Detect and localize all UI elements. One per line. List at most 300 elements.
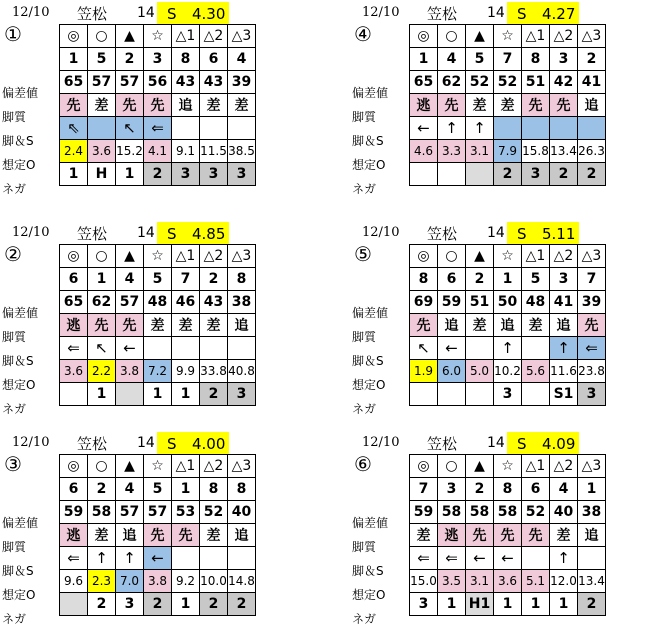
odds-cell: 5.0 — [466, 360, 494, 383]
nega-cell: 3 — [578, 383, 606, 406]
symbols-cell: ○ — [88, 25, 116, 48]
odds-cell: 23.8 — [578, 360, 606, 383]
nega-row — [60, 593, 256, 616]
card-number: ⑥ — [354, 452, 372, 476]
odds-cell: 3.8 — [116, 360, 144, 383]
style-cell: 先 — [522, 94, 550, 117]
odds-cell: 4.6 — [410, 140, 438, 163]
nega-cell — [410, 383, 438, 406]
dev-cell: 62 — [88, 291, 116, 314]
symbols-cell: ▲ — [116, 245, 144, 268]
horses-cell: 5 — [88, 48, 116, 71]
symbols-cell: ☆ — [494, 25, 522, 48]
style-cell: 差 — [466, 94, 494, 117]
race-card-3 — [2, 222, 302, 422]
style-cell: 先 — [494, 524, 522, 547]
horse-number-row — [410, 478, 606, 501]
prediction-table — [409, 24, 606, 186]
row-label: 脚＆S — [352, 134, 384, 148]
symbols-cell: ○ — [88, 245, 116, 268]
odds-cell: 15.2 — [116, 140, 144, 163]
style-cell: 差 — [200, 94, 228, 117]
style-row — [60, 524, 256, 547]
arrow-row — [60, 117, 256, 140]
arrows-cell — [228, 337, 256, 360]
odds-row — [60, 360, 256, 383]
arrows-cell: ← — [144, 547, 172, 570]
venue-label: 笠松 — [77, 5, 108, 23]
style-cell: 先 — [144, 524, 172, 547]
arrows-cell — [578, 117, 606, 140]
nega-cell: S1 — [550, 383, 578, 406]
arrows-cell: ← — [466, 547, 494, 570]
dev-cell: 56 — [144, 71, 172, 94]
symbols-cell: ◎ — [410, 245, 438, 268]
horses-cell: 1 — [60, 48, 88, 71]
dev-cell: 48 — [144, 291, 172, 314]
nega-cell: 1 — [116, 163, 144, 186]
race-number: 14 — [487, 435, 505, 451]
odds-cell: 5.1 — [522, 570, 550, 593]
dev-cell: 52 — [466, 71, 494, 94]
symbol-row — [60, 25, 256, 48]
row-label: 偏差値 — [352, 86, 389, 100]
symbols-cell: ○ — [88, 455, 116, 478]
style-cell: 先 — [88, 314, 116, 337]
horses-cell: 4 — [116, 478, 144, 501]
arrows-cell — [494, 117, 522, 140]
nega-cell: 2 — [200, 593, 228, 616]
s-label: S — [167, 5, 177, 23]
prediction-table — [409, 454, 606, 616]
horse-number-row — [410, 48, 606, 71]
row-label: 脚＆S — [2, 564, 34, 578]
row-label: 偏差値 — [2, 306, 39, 320]
horses-cell: 7 — [494, 48, 522, 71]
style-cell: 差 — [88, 524, 116, 547]
style-row — [60, 314, 256, 337]
horses-cell: 1 — [494, 268, 522, 291]
nega-cell — [466, 163, 494, 186]
symbols-cell: ▲ — [116, 455, 144, 478]
style-cell: 差 — [144, 314, 172, 337]
dev-cell: 57 — [144, 501, 172, 524]
symbols-cell: ☆ — [494, 245, 522, 268]
dev-cell: 43 — [172, 71, 200, 94]
nega-cell — [522, 383, 550, 406]
arrows-cell: ← — [410, 117, 438, 140]
arrows-cell: ⇐ — [438, 547, 466, 570]
horses-cell: 8 — [522, 48, 550, 71]
dev-cell: 65 — [60, 291, 88, 314]
s-score-box — [507, 2, 579, 24]
odds-row — [60, 140, 256, 163]
symbols-cell: △3 — [578, 25, 606, 48]
row-label: 脚＆S — [2, 354, 34, 368]
horses-cell: 1 — [410, 48, 438, 71]
date-label: 12/10 — [362, 5, 400, 20]
row-label: 脚質 — [352, 540, 377, 554]
horses-cell: 6 — [438, 268, 466, 291]
row-labels — [2, 81, 60, 201]
style-cell: 差 — [550, 524, 578, 547]
style-cell: 追 — [578, 524, 606, 547]
dev-cell: 62 — [438, 71, 466, 94]
row-label: ネガ — [2, 402, 27, 416]
arrows-cell — [550, 117, 578, 140]
symbols-cell: ▲ — [116, 25, 144, 48]
nega-cell: 2 — [578, 593, 606, 616]
nega-cell: 1 — [522, 593, 550, 616]
nega-cell: 1 — [550, 593, 578, 616]
odds-cell: 38.5 — [228, 140, 256, 163]
card-header — [352, 432, 652, 452]
horse-number-row — [60, 478, 256, 501]
nega-cell: 2 — [494, 163, 522, 186]
arrows-cell: ⇐ — [60, 547, 88, 570]
row-labels — [2, 511, 60, 631]
dev-cell: 57 — [88, 71, 116, 94]
venue-label: 笠松 — [427, 435, 458, 453]
arrows-cell — [88, 117, 116, 140]
horses-cell: 8 — [200, 478, 228, 501]
dev-cell: 52 — [200, 501, 228, 524]
odds-cell: 7.2 — [144, 360, 172, 383]
odds-cell: 2.2 — [88, 360, 116, 383]
odds-cell: 14.8 — [228, 570, 256, 593]
nega-cell: 2 — [144, 593, 172, 616]
arrows-cell — [228, 117, 256, 140]
race-card-5 — [2, 432, 302, 632]
arrow-row — [60, 547, 256, 570]
card-header — [352, 222, 652, 242]
symbols-cell: △1 — [522, 455, 550, 478]
symbols-cell: ☆ — [494, 455, 522, 478]
style-row — [410, 524, 606, 547]
style-cell: 差 — [494, 94, 522, 117]
style-cell: 先 — [438, 94, 466, 117]
s-score-box — [157, 222, 229, 244]
dev-cell: 58 — [88, 501, 116, 524]
s-value: 4.27 — [542, 5, 576, 23]
dev-cell: 46 — [172, 291, 200, 314]
race-card-6 — [352, 432, 652, 632]
row-label: 想定O — [352, 588, 386, 602]
odds-cell: 10.2 — [494, 360, 522, 383]
race-number: 14 — [487, 225, 505, 241]
row-label: 脚質 — [2, 540, 27, 554]
nega-cell: 1 — [172, 593, 200, 616]
odds-cell: 26.3 — [578, 140, 606, 163]
arrows-cell: ⇖ — [60, 117, 88, 140]
arrows-cell: ← — [438, 337, 466, 360]
card-header — [2, 222, 302, 242]
dev-cell: 41 — [578, 71, 606, 94]
race-number: 14 — [137, 225, 155, 241]
odds-cell: 9.9 — [172, 360, 200, 383]
dev-cell: 51 — [466, 291, 494, 314]
venue-label: 笠松 — [77, 225, 108, 243]
dev-cell: 59 — [60, 501, 88, 524]
odds-cell: 11.5 — [200, 140, 228, 163]
date-label: 12/10 — [12, 5, 50, 20]
odds-cell: 9.6 — [60, 570, 88, 593]
nega-cell — [466, 383, 494, 406]
horse-number-row — [60, 48, 256, 71]
style-cell: 逃 — [438, 524, 466, 547]
symbols-cell: ◎ — [60, 455, 88, 478]
horse-number-row — [410, 268, 606, 291]
symbol-row — [410, 245, 606, 268]
s-value: 4.00 — [192, 435, 226, 453]
dev-cell: 43 — [200, 291, 228, 314]
symbols-cell: △3 — [228, 245, 256, 268]
nega-cell — [410, 163, 438, 186]
horses-cell: 5 — [144, 268, 172, 291]
odds-cell: 13.4 — [578, 570, 606, 593]
row-label: 脚質 — [352, 110, 377, 124]
horses-cell: 8 — [228, 268, 256, 291]
arrows-cell — [172, 117, 200, 140]
arrows-cell — [172, 547, 200, 570]
symbol-row — [60, 245, 256, 268]
race-card-2 — [352, 2, 652, 202]
style-cell: 先 — [60, 94, 88, 117]
odds-cell: 6.0 — [438, 360, 466, 383]
symbols-cell: ▲ — [466, 245, 494, 268]
deviation-row — [410, 71, 606, 94]
dev-cell: 39 — [228, 71, 256, 94]
horses-cell: 4 — [228, 48, 256, 71]
horses-cell: 1 — [578, 478, 606, 501]
nega-row — [410, 593, 606, 616]
s-label: S — [517, 435, 527, 453]
arrows-cell: ↑ — [466, 117, 494, 140]
arrows-cell — [522, 337, 550, 360]
symbols-cell: △2 — [550, 245, 578, 268]
arrows-cell — [466, 337, 494, 360]
row-label: ネガ — [352, 612, 377, 626]
arrow-row — [410, 547, 606, 570]
row-label: ネガ — [352, 182, 377, 196]
row-labels — [352, 301, 410, 421]
deviation-row — [410, 501, 606, 524]
style-cell: 先 — [550, 94, 578, 117]
style-cell: 差 — [200, 314, 228, 337]
arrows-cell — [522, 547, 550, 570]
nega-cell — [438, 383, 466, 406]
date-label: 12/10 — [362, 225, 400, 240]
card-number: ⑤ — [354, 242, 372, 266]
date-label: 12/10 — [12, 225, 50, 240]
s-value: 4.30 — [192, 5, 226, 23]
row-labels — [352, 511, 410, 631]
arrows-cell: ← — [116, 337, 144, 360]
nega-cell: 3 — [228, 383, 256, 406]
nega-row — [60, 383, 256, 406]
dev-cell: 59 — [438, 291, 466, 314]
dev-cell: 58 — [438, 501, 466, 524]
horses-cell: 8 — [494, 478, 522, 501]
symbols-cell: △2 — [550, 25, 578, 48]
race-card-1 — [2, 2, 302, 202]
symbols-cell: ☆ — [144, 245, 172, 268]
style-cell: 差 — [522, 314, 550, 337]
s-label: S — [167, 435, 177, 453]
arrows-cell: ↑ — [494, 337, 522, 360]
symbol-row — [410, 25, 606, 48]
dev-cell: 40 — [228, 501, 256, 524]
arrows-cell: ⇐ — [60, 337, 88, 360]
race-number: 14 — [137, 435, 155, 451]
dev-cell: 58 — [494, 501, 522, 524]
nega-cell: 3 — [494, 383, 522, 406]
odds-cell: 7.0 — [116, 570, 144, 593]
symbols-cell: ○ — [438, 245, 466, 268]
symbols-cell: ◎ — [410, 455, 438, 478]
nega-cell — [60, 383, 88, 406]
row-label: 偏差値 — [352, 516, 389, 530]
odds-cell: 11.6 — [550, 360, 578, 383]
horses-cell: 6 — [60, 478, 88, 501]
horses-cell: 4 — [438, 48, 466, 71]
date-label: 12/10 — [12, 435, 50, 450]
card-number: ① — [4, 22, 22, 46]
dev-cell: 43 — [200, 71, 228, 94]
style-cell: 先 — [466, 524, 494, 547]
style-cell: 追 — [116, 524, 144, 547]
odds-cell: 3.6 — [88, 140, 116, 163]
nega-cell: 2 — [550, 163, 578, 186]
symbols-cell: ○ — [438, 455, 466, 478]
style-cell: 逃 — [60, 524, 88, 547]
horses-cell: 1 — [172, 478, 200, 501]
s-score-box — [157, 432, 229, 454]
odds-cell: 3.1 — [466, 570, 494, 593]
symbols-cell: △1 — [172, 245, 200, 268]
s-value: 4.85 — [192, 225, 226, 243]
card-header — [352, 2, 652, 22]
dev-cell: 50 — [494, 291, 522, 314]
s-label: S — [517, 225, 527, 243]
dev-cell: 65 — [60, 71, 88, 94]
horses-cell: 4 — [550, 478, 578, 501]
horses-cell: 2 — [578, 48, 606, 71]
style-cell: 差 — [228, 94, 256, 117]
arrows-cell: ⇐ — [578, 337, 606, 360]
style-cell: 先 — [410, 314, 438, 337]
odds-cell: 3.5 — [438, 570, 466, 593]
odds-row — [410, 570, 606, 593]
style-cell: 差 — [88, 94, 116, 117]
odds-cell: 9.2 — [172, 570, 200, 593]
dev-cell: 40 — [550, 501, 578, 524]
arrow-row — [410, 117, 606, 140]
odds-row — [60, 570, 256, 593]
odds-cell: 2.4 — [60, 140, 88, 163]
nega-cell: 1 — [88, 383, 116, 406]
nega-cell: 3 — [116, 593, 144, 616]
nega-cell: 2 — [578, 163, 606, 186]
nega-cell: 1 — [438, 593, 466, 616]
row-label: 偏差値 — [2, 516, 39, 530]
arrows-cell — [228, 547, 256, 570]
arrows-cell: ← — [494, 547, 522, 570]
card-number: ④ — [354, 22, 372, 46]
dev-cell: 42 — [550, 71, 578, 94]
arrows-cell: ↑ — [438, 117, 466, 140]
style-row — [410, 314, 606, 337]
dev-cell: 38 — [228, 291, 256, 314]
style-cell: 先 — [116, 94, 144, 117]
arrows-cell — [144, 337, 172, 360]
row-label: 想定O — [352, 158, 386, 172]
nega-cell — [438, 163, 466, 186]
nega-cell: 3 — [522, 163, 550, 186]
nega-cell: 2 — [200, 383, 228, 406]
symbols-cell: ▲ — [466, 455, 494, 478]
dev-cell: 57 — [116, 291, 144, 314]
style-cell: 追 — [438, 314, 466, 337]
dev-cell: 48 — [522, 291, 550, 314]
symbols-cell: ◎ — [60, 245, 88, 268]
dev-cell: 52 — [494, 71, 522, 94]
horses-cell: 7 — [172, 268, 200, 291]
arrows-cell: ↑ — [88, 547, 116, 570]
horses-cell: 8 — [228, 478, 256, 501]
horses-cell: 8 — [410, 268, 438, 291]
dev-cell: 59 — [410, 501, 438, 524]
row-label: ネガ — [2, 612, 27, 626]
arrows-cell — [522, 117, 550, 140]
odds-cell: 33.8 — [200, 360, 228, 383]
arrows-cell: ↑ — [550, 337, 578, 360]
arrows-cell: ↑ — [116, 547, 144, 570]
odds-cell: 7.9 — [494, 140, 522, 163]
s-score-box — [507, 432, 579, 454]
style-row — [410, 94, 606, 117]
symbols-cell: △1 — [172, 25, 200, 48]
prediction-table — [59, 244, 256, 406]
nega-cell: 3 — [172, 163, 200, 186]
symbols-cell: △2 — [550, 455, 578, 478]
odds-cell: 3.6 — [60, 360, 88, 383]
horses-cell: 5 — [522, 268, 550, 291]
race-number: 14 — [487, 5, 505, 21]
horses-cell: 5 — [144, 478, 172, 501]
nega-cell: H1 — [466, 593, 494, 616]
deviation-row — [60, 71, 256, 94]
s-score-box — [157, 2, 229, 24]
row-label: 脚質 — [352, 330, 377, 344]
deviation-row — [60, 501, 256, 524]
odds-cell: 5.6 — [522, 360, 550, 383]
prediction-table — [59, 454, 256, 616]
arrows-cell: ↖ — [116, 117, 144, 140]
row-label: 脚＆S — [2, 134, 34, 148]
odds-cell: 3.6 — [494, 570, 522, 593]
nega-cell: 2 — [144, 163, 172, 186]
symbols-cell: ▲ — [466, 25, 494, 48]
symbol-row — [410, 455, 606, 478]
dev-cell: 41 — [550, 291, 578, 314]
venue-label: 笠松 — [77, 435, 108, 453]
symbols-cell: △2 — [200, 25, 228, 48]
horses-cell: 3 — [144, 48, 172, 71]
row-label: ネガ — [352, 402, 377, 416]
row-label: 脚質 — [2, 110, 27, 124]
prediction-table — [59, 24, 256, 186]
